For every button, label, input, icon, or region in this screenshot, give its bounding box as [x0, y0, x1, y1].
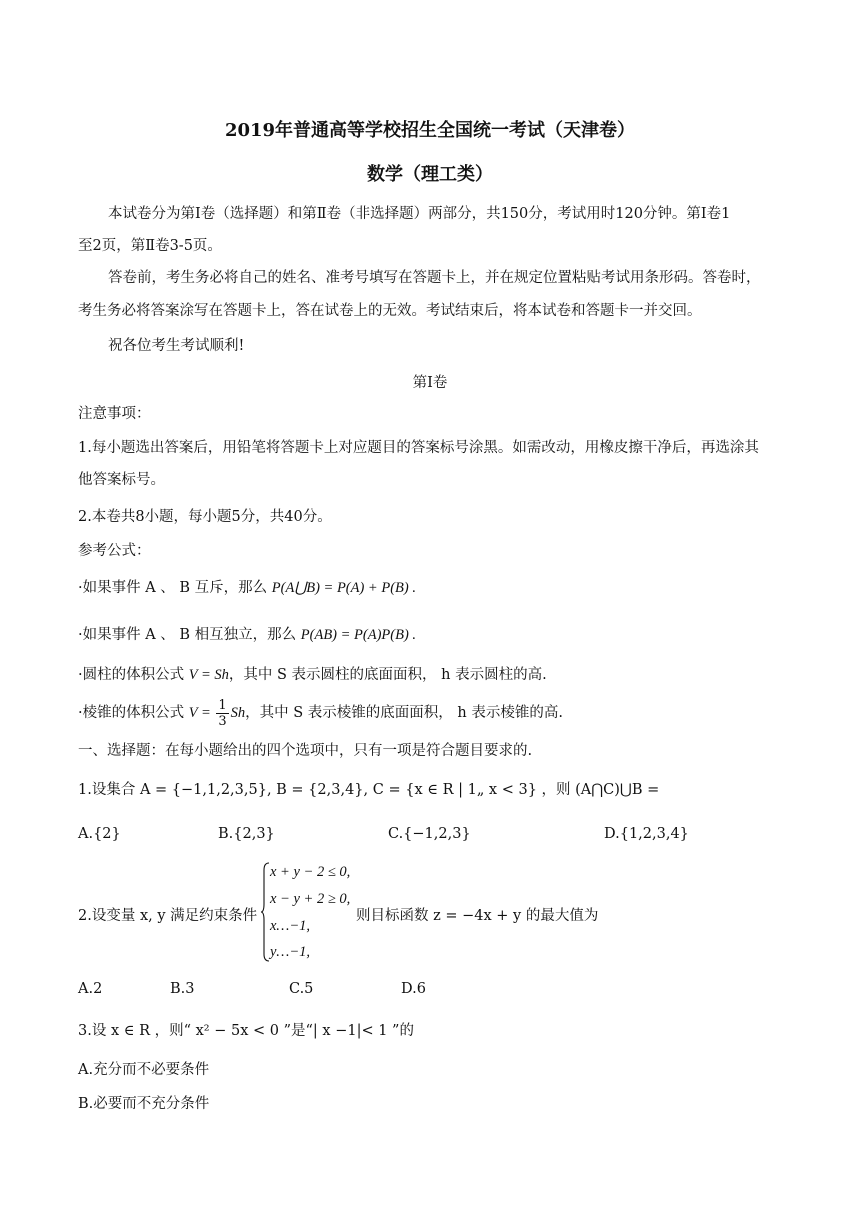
formula-1-math: P(A⋃B) = P(A) + P(B) . [271, 580, 416, 596]
intro-paragraph-2-line-1: 答卷前，考生务必将自己的姓名、准考号填写在答题卡上，并在规定位置粘贴考试用条形码。答卷时， [108, 270, 761, 286]
intro-paragraph-2-line-2: 考生务必将答案涂写在答题卡上，答在试卷上的无效。考试结束后，将本试卷和答题卡一并交回。 [78, 303, 702, 319]
question-2-stem-pre: 2.设变量 x, y 满足约束条件 [78, 908, 258, 924]
exam-subtitle: 数学（理工类） [367, 164, 493, 185]
question-2-option-d: D.6 [401, 981, 426, 997]
formula-mutually-exclusive [78, 578, 416, 598]
question-1-option-c: C.{−1,2,3} [388, 826, 471, 842]
exam-title: 2019年普通高等学校招生全国统一考试（天津卷） [224, 120, 636, 141]
constraint-3: x…−1, [270, 918, 310, 934]
formula-2-text: ·如果事件 A 、 B 相互独立，那么 [78, 627, 301, 643]
formula-4-text-1: ·棱锥的体积公式 [78, 705, 189, 721]
formula-1-text: ·如果事件 A 、 B 互斥，那么 [78, 580, 272, 596]
question-2-option-a: A.2 [78, 981, 103, 997]
notice-item-2: 2.本卷共8小题，每小题5分，共40分。 [78, 509, 332, 525]
formula-3-text-2: ，其中 S 表示圆柱的底面面积， h 表示圆柱的高. [228, 667, 547, 683]
question-1-stem: 1.设集合 A = {−1,1,2,3,5}, B = {2,3,4}, C = {x ∈ R | 1„ x < 3} ，则 (A⋂C)⋃B = [78, 782, 660, 798]
formulas-label: 参考公式： [78, 543, 151, 559]
fraction-denominator: 3 [218, 713, 227, 729]
constraint-2: x − y + 2 ≥ 0, [270, 891, 351, 907]
fraction-numerator: 1 [218, 697, 227, 713]
formula-independent [78, 625, 416, 645]
intro-paragraph-1-line-2: 至2页，第Ⅱ卷3-5页。 [78, 238, 222, 254]
notice-item-1-line-2: 他答案标号。 [78, 472, 165, 488]
formula-4-math-pre: V = [188, 705, 215, 721]
constraint-1: x + y − 2 ≤ 0, [270, 864, 351, 880]
notice-label: 注意事项： [78, 406, 151, 422]
question-2-stem-post: 则目标函数 z = −4x + y 的最大值为 [356, 908, 599, 924]
notice-item-1-line-1: 1.每小题选出答案后，用铅笔将答题卡上对应题目的答案标号涂黑。如需改动，用橡皮擦干净后，再选涂其 [78, 440, 759, 456]
left-brace-icon [260, 862, 270, 962]
formula-3-math: V = Sh [188, 667, 229, 683]
formula-4-text-2: ，其中 S 表示棱锥的底面面积， h 表示棱锥的高. [245, 705, 563, 721]
question-2-option-c: C.5 [289, 981, 314, 997]
formula-cylinder-volume [78, 665, 547, 685]
formula-pyramid-volume [78, 696, 563, 730]
formula-3-text-1: ·圆柱的体积公式 [78, 667, 189, 683]
question-1-option-a: A.{2} [78, 826, 121, 842]
formula-4-math-post: Sh [230, 705, 246, 721]
intro-paragraph-3: 祝各位考生考试顺利! [108, 338, 245, 354]
fraction-one-third [216, 698, 228, 729]
question-3-stem: 3.设 x ∈ R ，则“ x² − 5x < 0 ”是“| x −1|< 1 ”的 [78, 1023, 414, 1039]
question-2-option-b: B.3 [170, 981, 195, 997]
question-3-option-a: A.充分而不必要条件 [78, 1062, 210, 1078]
intro-paragraph-1-line-1: 本试卷分为第Ⅰ卷（选择题）和第Ⅱ卷（非选择题）两部分，共150分，考试用时120分钟。第Ⅰ卷1 [108, 206, 731, 222]
formula-2-math: P(AB) = P(A)P(B) . [300, 627, 417, 643]
question-3-option-b: B.必要而不充分条件 [78, 1096, 210, 1112]
section-title: 第Ⅰ卷 [412, 375, 448, 391]
part-1-heading: 一、选择题：在每小题给出的四个选项中，只有一项是符合题目要求的. [78, 743, 533, 759]
constraint-4: y…−1, [270, 944, 310, 960]
question-1-option-b: B.{2,3} [218, 826, 275, 842]
question-1-option-d: D.{1,2,3,4} [604, 826, 689, 842]
